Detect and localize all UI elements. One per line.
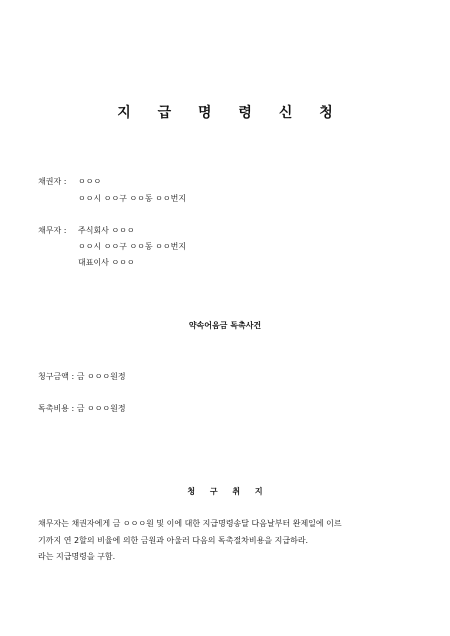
creditor-address: ㅇㅇ시 ㅇㅇ구 ㅇㅇ동 ㅇㅇ번지 — [78, 194, 187, 203]
debtor-address: ㅇㅇ시 ㅇㅇ구 ㅇㅇ동 ㅇㅇ번지 — [78, 242, 187, 251]
purpose-line-2: 기까지 연 2할의 비율에 의한 금원과 아울러 다음의 독촉절차비용을 지급하라. — [38, 536, 309, 545]
purpose-line-1: 채무자는 채권자에게 금 ㅇㅇㅇ원 및 이에 대한 지급명령송달 다음날부터 완제일에 이르 — [38, 519, 342, 528]
debtor-label: 채무자 : — [38, 226, 67, 235]
purpose-heading: 청 구 취 지 — [187, 487, 269, 496]
debtor-representative: 대표이사 ㅇㅇㅇ — [78, 258, 135, 267]
document-title: 지 급 명 령 신 청 — [117, 105, 344, 121]
case-title: 약속어음금 독촉사건 — [188, 321, 262, 330]
creditor-name: ㅇㅇㅇ — [78, 177, 102, 186]
purpose-line-3: 라는 지급명령을 구함. — [38, 552, 116, 561]
creditor-label: 채권자 : — [38, 177, 67, 186]
debtor-name: 주식회사 ㅇㅇㅇ — [78, 226, 135, 235]
dunning-cost: 독촉비용 : 금 ㅇㅇㅇ원정 — [38, 404, 126, 413]
claim-amount: 청구금액 : 금 ㅇㅇㅇ원정 — [38, 372, 126, 381]
